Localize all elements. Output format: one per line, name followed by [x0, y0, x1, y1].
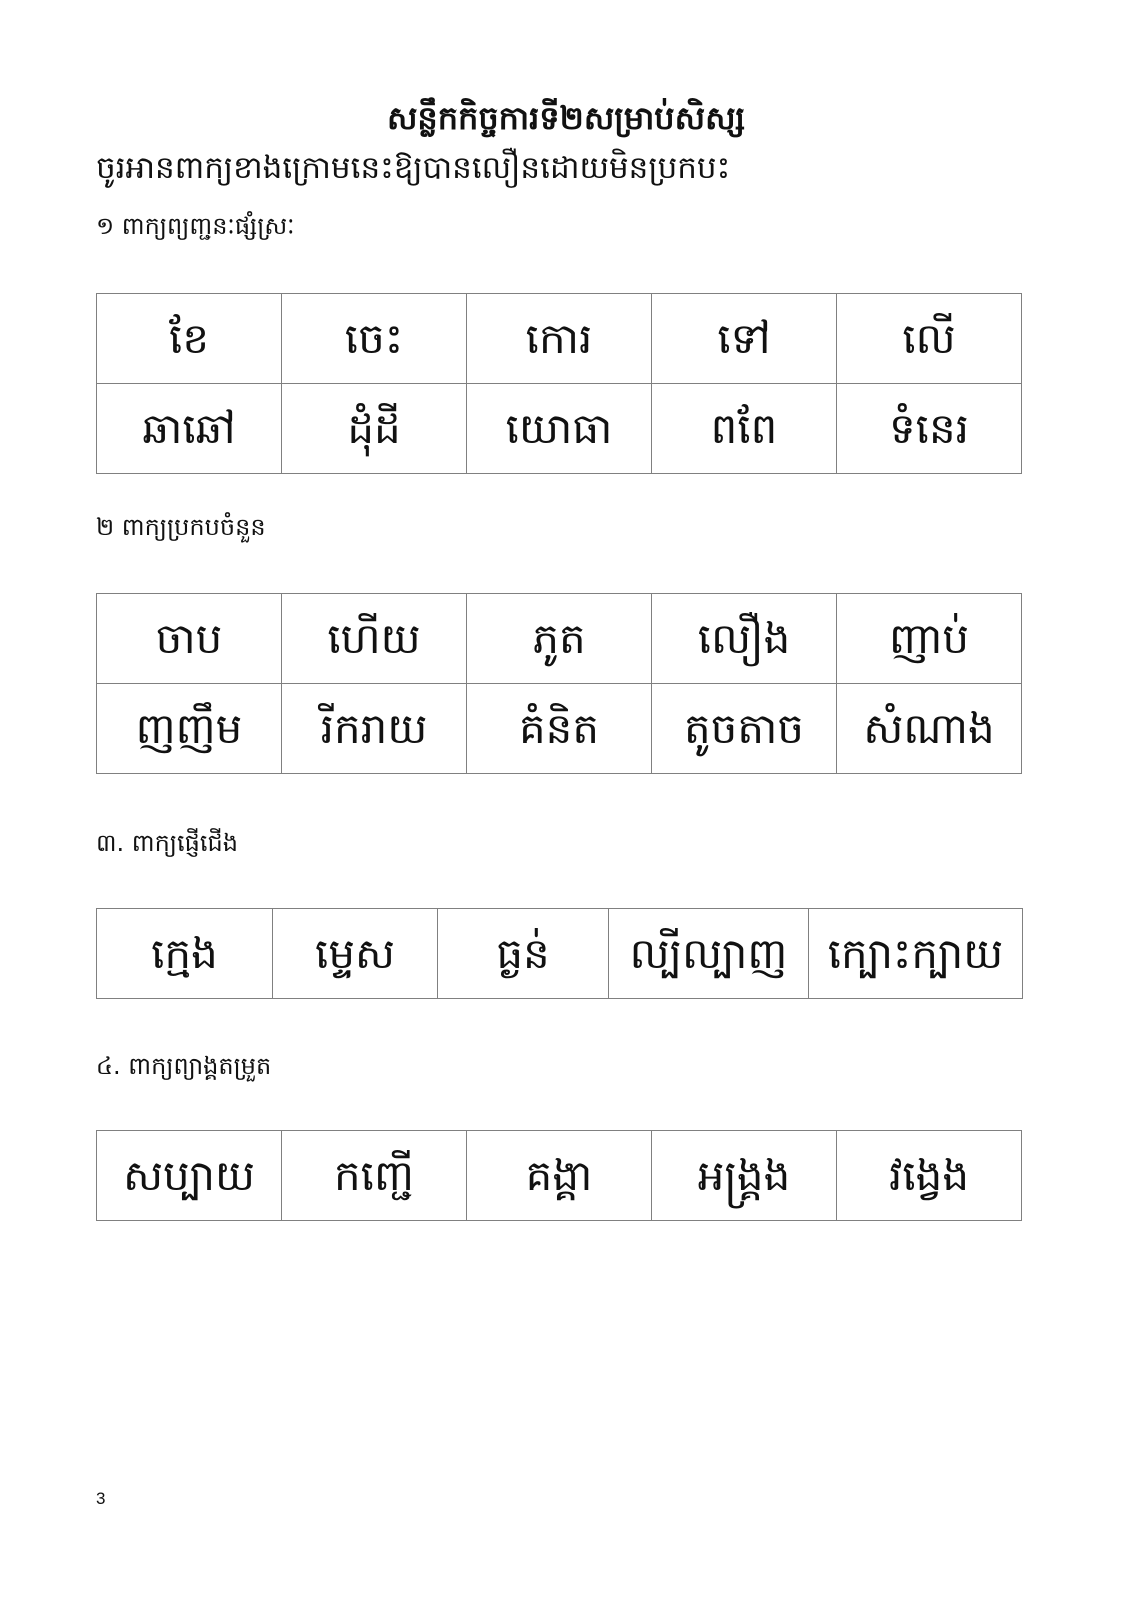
word-cell: យោធា [467, 384, 652, 474]
word-cell: សំណាង [837, 684, 1022, 774]
word-cell: រីករាយ [282, 684, 467, 774]
word-cell: កោរ [467, 294, 652, 384]
section-3-table [96, 908, 1023, 999]
page-title: សន្លឹកកិច្ចការទី២សម្រាប់សិស្ស [386, 99, 746, 137]
word-cell: ទៅ [652, 294, 837, 384]
word-cell: ចេះ [282, 294, 467, 384]
table-row [97, 384, 1022, 474]
word-cell: ទំនេរ [837, 384, 1022, 474]
word-cell: ដុំដី [282, 384, 467, 474]
word-cell: ភូត [467, 594, 652, 684]
word-cell: កញ្ជើ [282, 1131, 467, 1221]
word-cell: ក្មេង [97, 909, 273, 999]
word-cell: តូចតាច [652, 684, 837, 774]
page-number: 3 [96, 1489, 106, 1508]
table-row [97, 684, 1022, 774]
word-cell: គង្គា [467, 1131, 652, 1221]
table-row [97, 294, 1022, 384]
instruction-text: ចូរអានពាក្យខាងក្រោមនេះឱ្យបានលឿនដោយមិនប្រកបះ [96, 150, 731, 186]
word-cell: ញញឹម [97, 684, 282, 774]
section-2-table [96, 593, 1022, 774]
section-1-table [96, 293, 1022, 474]
table-row [97, 909, 1023, 999]
section-2-heading: ២ ពាក្យប្រកបចំនួន [96, 513, 266, 541]
word-cell: ចាប [97, 594, 282, 684]
table-row [97, 1131, 1022, 1221]
word-cell: ខែ [97, 294, 282, 384]
word-cell: ល្បីល្បាញ [609, 909, 809, 999]
word-cell: ក្បោះក្បាយ [809, 909, 1023, 999]
word-cell: ឆាឆៅ [97, 384, 282, 474]
word-cell: គំនិត [467, 684, 652, 774]
section-1-heading: ១ ពាក្យព្យញ្ជនៈផ្សំស្រៈ [96, 212, 295, 240]
word-cell: ធ្ងន់ [438, 909, 609, 999]
word-cell: ម្ទេស [273, 909, 438, 999]
word-cell: លឿង [652, 594, 837, 684]
word-cell: ហើយ [282, 594, 467, 684]
word-cell: ពពែ [652, 384, 837, 474]
word-cell: អង្រ្គង [652, 1131, 837, 1221]
word-cell: ញាប់ [837, 594, 1022, 684]
section-4-table [96, 1130, 1022, 1221]
word-cell: សប្បាយ [97, 1131, 282, 1221]
section-4-heading: ៤. ពាក្យព្យាង្គតម្រួត [96, 1052, 272, 1080]
table-row [97, 594, 1022, 684]
word-cell: វង្វេង [837, 1131, 1022, 1221]
word-cell: លើ [837, 294, 1022, 384]
section-3-heading: ៣. ពាក្យផ្ញើជើង [96, 829, 238, 857]
